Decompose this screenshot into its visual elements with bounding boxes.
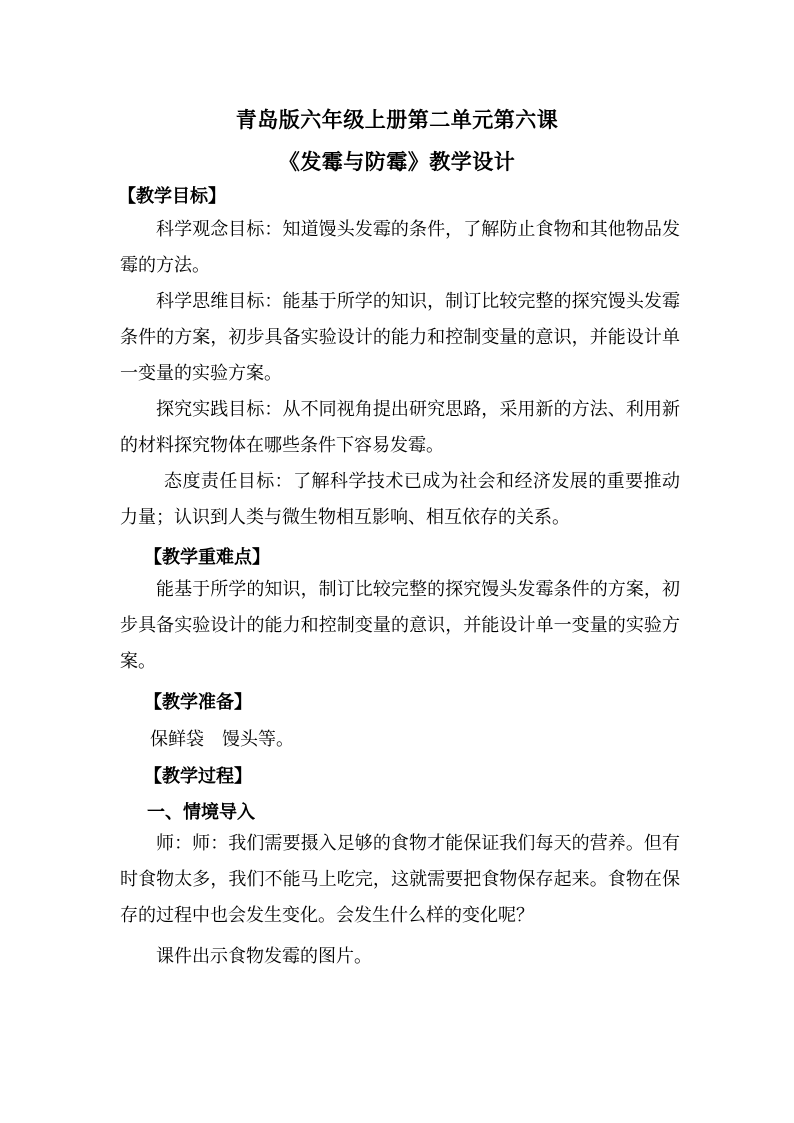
objective-concept: 科学观念目标：知道馒头发霉的条件，了解防止食物和其他物品发霉的方法。 xyxy=(120,219,680,276)
intro-subheading: 一、情境导入 xyxy=(147,802,255,823)
courseware-text: 课件出示食物发霉的图片。 xyxy=(156,946,372,967)
document-subtitle: 《发霉与防霉》教学设计 xyxy=(278,150,516,174)
key-points-text: 能基于所学的知识，制订比较完整的探究馒头发霉条件的方案，初步具备实验设计的能力和控制变量的意识，并能设计单一变量的实验方案。 xyxy=(120,579,680,672)
preparation-heading: 【教学准备】 xyxy=(144,692,252,713)
process-heading: 【教学过程】 xyxy=(144,766,252,787)
preparation-text: 保鲜袋 馒头等。 xyxy=(150,729,294,750)
key-points-heading: 【教学重难点】 xyxy=(144,547,270,568)
objectives-heading: 【教学目标】 xyxy=(118,186,226,207)
objective-attitude: 态度责任目标：了解科学技术已成为社会和经济发展的重要推动力量；认识到人类与微生物相互影响、相互依存的关系。 xyxy=(120,471,680,528)
objective-practice: 探究实践目标：从不同视角提出研究思路，采用新的方法、利用新的材料探究物体在哪些条件下容易发霉。 xyxy=(120,399,680,456)
document-title: 青岛版六年级上册第二单元第六课 xyxy=(235,108,559,132)
objective-thinking: 科学思维目标：能基于所学的知识，制订比较完整的探究馒头发霉条件的方案，初步具备实验设计的能力和控制变量的意识，并能设计单一变量的实验方案。 xyxy=(120,291,680,384)
teacher-text: 师：师：我们需要摄入足够的食物才能保证我们每天的营养。但有时食物太多，我们不能马上吃完，这就需要把食物保存起来。食物在保存的过程中也会发生变化。会发生什么样的变化呢？ xyxy=(120,833,680,926)
